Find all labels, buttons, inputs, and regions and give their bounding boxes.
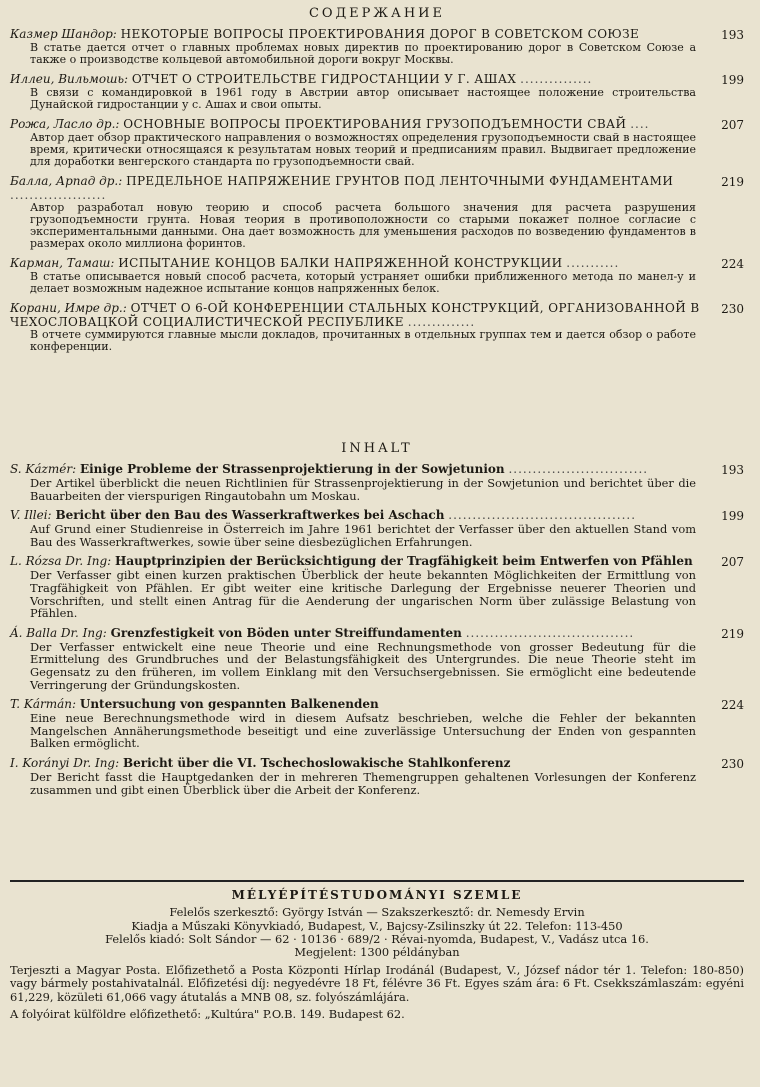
- toc-entry: [10, 301, 744, 353]
- entry-title[interactable]: Untersuchung von gespannten Balkenenden: [79, 697, 379, 712]
- entry-author: V. Illei:: [10, 508, 52, 523]
- entry-abstract: В отчете суммируются главные мысли докладов, прочитанных в отдельных группах тем и дается обзор о работе конференции.: [30, 328, 696, 353]
- masthead-divider: [10, 880, 744, 882]
- german-contents-list: [10, 462, 744, 796]
- entry-abstract: В статье дается отчет о главных проблемах новых директив по проектированию дорог в Советском Союзе а также о производстве кольцевой автомобильной дороги вокруг Москвы.: [30, 41, 696, 66]
- toc-entry: [10, 256, 744, 295]
- toc-entry: [10, 626, 744, 691]
- toc-entry: [10, 174, 744, 250]
- leader-dots: ...............: [520, 72, 593, 86]
- leader-dots: ....................: [10, 188, 107, 202]
- toc-entry: [10, 554, 744, 619]
- entry-page-number: 207: [721, 118, 744, 132]
- entry-title[interactable]: Grenzfestigkeit von Böden unter Streiffundamenten: [110, 625, 462, 640]
- leader-dots: ....: [630, 117, 650, 131]
- printer-line: Felelős kiadó: Solt Sándor — 62 · 10136 · 689/2 · Révai-nyomda, Budapest, V., Vadász utca 16.: [105, 931, 649, 946]
- editors-line: Felelős szerkesztő: György István — Szakszerkesztő: dr. Nemesdy Ervin: [169, 905, 585, 920]
- entry-author: Рожа, Ласло др.:: [10, 117, 120, 131]
- leader-dots: ...................................: [465, 625, 635, 640]
- toc-entry: [10, 462, 744, 502]
- toc-entry: [10, 508, 744, 548]
- entry-page-number: 207: [721, 555, 744, 570]
- entry-abstract: Der Verfasser gibt einen kurzen praktischen Überblick der heute bekannten Möglichkeiten der Ermittlung von Tragfähigkeit von Pfählen. Er gibt weiter eine kritische Darlegung der Ergebnisse neuerer Theorien und Vorschriften, und stellt einen Antrag für die Aenderung der ungarischen Norm über zulässige Belastung von Pfählen.: [30, 568, 696, 621]
- entry-page-number: 219: [721, 175, 744, 189]
- entry-title[interactable]: ОТЧЕТ О 6-ОЙ КОНФЕРЕНЦИИ СТАЛЬНЫХ КОНСТРУКЦИЙ, ОРГАНИЗОВАННОЙ В ЧЕХОСЛОВАЦКОЙ СОЦИАЛИСТИЧЕСКОЙ РЕСПУБЛИКЕ: [10, 301, 700, 329]
- entry-title[interactable]: Bericht über den Bau des Wasserkraftwerkes bei Aschach: [55, 508, 445, 523]
- entry-author: Балла, Арпад др.:: [10, 174, 123, 188]
- masthead: [10, 888, 744, 1021]
- toc-entry: [10, 756, 744, 796]
- entry-abstract: Eine neue Berechnungsmethode wird in diesem Aufsatz beschrieben, welche die Fehler der bekannten Mangelschen Annäherungsmethode beseitigt und eine zuverlässige Untersuchung der Enden von gespannten Balken ermöglicht.: [30, 711, 696, 751]
- entry-abstract: В связи с командировкой в 1961 году в Австрии автор описывает настоящее положение строительства Дунайской гидростанции у с. Ашах и свои опыты.: [30, 86, 696, 111]
- entry-title[interactable]: НЕКОТОРЫЕ ВОПРОСЫ ПРОЕКТИРОВАНИЯ ДОРОГ В СОВЕТСКОМ СОЮЗЕ: [120, 27, 640, 41]
- entry-author: S. Kázmér:: [10, 462, 77, 476]
- entry-title[interactable]: ОТЧЕТ О СТРОИТЕЛЬСТВЕ ГИДРОСТАНЦИИ У Г. АШАХ: [131, 72, 517, 86]
- journal-title: MÉLYÉPÍTÉSTUDOMÁNYI SZEMLE: [231, 888, 523, 903]
- distribution-info: Terjeszti a Magyar Posta. Előfizethető a Posta Központi Hírlap Irodánál (Budapest, V., József nádor tér 1. Telefon: 180-850) vagy bármely postahivatalnál. Előfizetési díj: negyedévre 18 Ft, félévre 36 Ft. Egyes szám ára: 6 Ft. Csekkszámlaszám: egyéni 61,229, közületi 61,066 vagy átutalás a MNB 08, sz. folyószámlájára.: [10, 962, 744, 1004]
- entry-author: Казмер Шандор:: [10, 27, 117, 41]
- entry-author: Корани, Имре др.:: [10, 301, 127, 315]
- entry-author: T. Kármán:: [10, 697, 77, 712]
- print-run-line: Megjelent: 1300 példányban: [294, 945, 460, 960]
- entry-author: Á. Balla Dr. Ing:: [10, 625, 107, 640]
- entry-title[interactable]: Bericht über die VI. Tschechoslowakische Stahlkonferenz: [122, 755, 511, 770]
- entry-page-number: 193: [721, 463, 744, 477]
- entry-author: Иллеи, Вильмошь:: [10, 72, 129, 86]
- entry-abstract: Der Bericht fasst die Hauptgedanken der in mehreren Themengruppen gehaltenen Vorlesungen der Konferenz zusammen und gibt einen Überblick über die Arbeit der Konferenz.: [30, 769, 696, 797]
- foreign-subscription-info: A folyóirat külföldre előfizethető: „Kultúra" P.O.B. 149. Budapest 62.: [10, 1006, 405, 1021]
- german-contents-heading: INHALT: [341, 441, 413, 456]
- publisher-line: Kiadja a Műszaki Könyvkiadó, Budapest, V., Bajcsy-Zsilinszky út 22. Telefon: 113-450: [131, 918, 623, 933]
- entry-abstract: Der Artikel überblickt die neuen Richtlinien für Strassenprojektierung in der Sowjetunion und berichtet über die Bauarbeiten der vierspurigen Ringautobahn um Moskau.: [30, 476, 696, 503]
- entry-title[interactable]: ОСНОВНЫЕ ВОПРОСЫ ПРОЕКТИРОВАНИЯ ГРУЗОПОДЪЕМНОСТИ СВАЙ: [123, 117, 627, 131]
- entry-author: Карман, Тамаш:: [10, 256, 115, 270]
- entry-author: I. Korányi Dr. Ing:: [10, 755, 120, 770]
- toc-entry: [10, 27, 744, 66]
- entry-page-number: 199: [721, 73, 744, 87]
- entry-page-number: 219: [721, 626, 744, 641]
- entry-page-number: 224: [721, 257, 744, 271]
- toc-entry: [10, 117, 744, 168]
- entry-title[interactable]: ИСПЫТАНИЕ КОНЦОВ БАЛКИ НАПРЯЖЕННОЙ КОНСТРУКЦИИ: [118, 256, 563, 270]
- leader-dots: .......................................: [448, 508, 637, 523]
- entry-page-number: 193: [721, 28, 744, 42]
- russian-contents-heading: СОДЕРЖАНИЕ: [308, 6, 446, 21]
- entry-page-number: 230: [721, 302, 744, 316]
- entry-page-number: 224: [721, 698, 744, 713]
- entry-page-number: 230: [721, 756, 744, 771]
- entry-title[interactable]: Hauptprinzipien der Berücksichtigung der Tragfähigkeit beim Entwerfen von Pfählen: [115, 554, 693, 569]
- toc-entry: [10, 697, 744, 750]
- leader-dots: .............................: [508, 462, 649, 476]
- leader-dots: ...........: [566, 256, 620, 270]
- entry-title[interactable]: ПРЕДЕЛЬНОЕ НАПРЯЖЕНИЕ ГРУНТОВ ПОД ЛЕНТОЧНЫМИ ФУНДАМЕНТАМИ: [126, 174, 674, 188]
- entry-abstract: Der Verfasser entwickelt eine neue Theorie und eine Rechnungsmethode von grosser Bedeutung für die Ermittelung des Grundbruches und der Belastungsfähigkeit des Untergrundes. Die neue Theorie steht im Gegensatz zu den früheren, im vollem Einklang mit den Versuchsergebnissen. Sie ermöglicht eine bedeutende Verringerung der Gründungskosten.: [30, 639, 696, 692]
- entry-abstract: Автор дает обзор практического направления о возможностях определения грузоподъемности свай в настоящее время, критически относящаяся к результатам новых теорий и предписаниям правил. Выдвигает предложение для доработки венгерского стандарта по грузоподъемности свай.: [30, 131, 696, 168]
- entry-title[interactable]: Einige Probleme der Strassenprojektierung in der Sowjetunion: [79, 462, 505, 476]
- entry-author: L. Rózsa Dr. Ing:: [10, 554, 112, 569]
- leader-dots: ..............: [407, 315, 476, 329]
- entry-abstract: Auf Grund einer Studienreise in Österreich im Jahre 1961 berichtet der Verfasser über den aktuellen Stand vom Bau des Wasserkraftwerkes, sowie über seine diesbezüglichen Erfahrungen.: [30, 522, 696, 549]
- russian-contents-list: [10, 27, 744, 353]
- section-spacer: [10, 359, 744, 439]
- entry-abstract: В статье описывается новый способ расчета, который устраняет ошибки приближенного метода по манел-у и делает возможным надежное испытание концов напряженных белок.: [30, 270, 696, 295]
- entry-abstract: Автор разработал новую теорию и способ расчета большого значения для расчета разрушения грузоподъемности грунта. Новая теория в противоположности со старыми покажет полное согласие с экспериментальными данными. Она дает возможность для уменьшения расходов по возведению фундаментов в размерах около миллиона форинтов.: [30, 201, 696, 250]
- entry-page-number: 199: [721, 509, 744, 524]
- toc-entry: [10, 72, 744, 111]
